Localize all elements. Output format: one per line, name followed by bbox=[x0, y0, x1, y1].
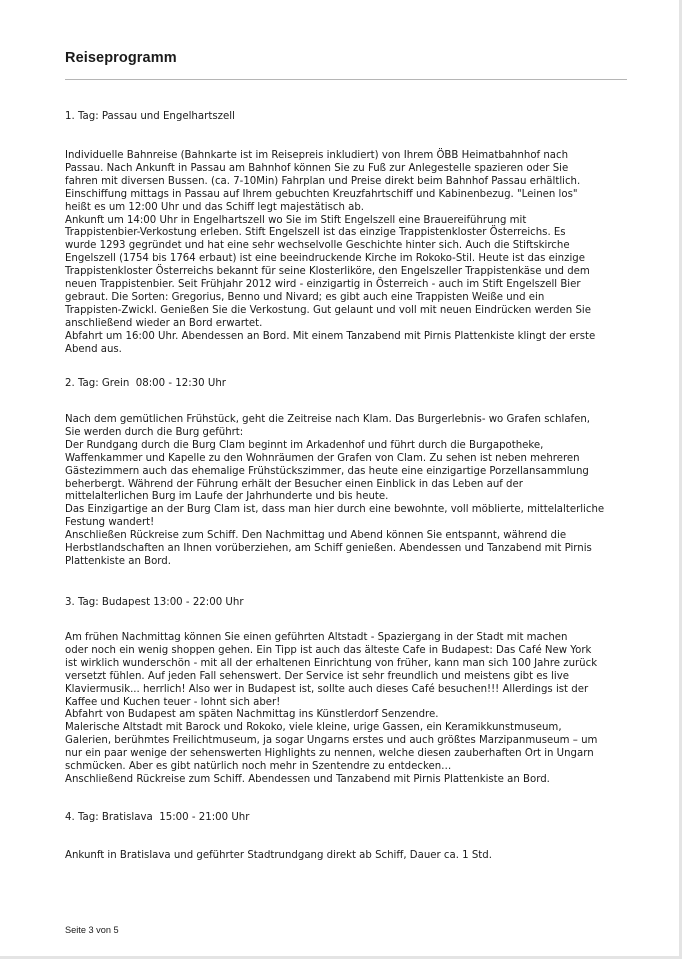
text-line: Klaviermusik... herrlich! Also wer in Budapest ist, sollte auch dieses Café besuchen!!! Allerdings ist der bbox=[65, 683, 589, 695]
text-line: gebraut. Die Sorten: Gregorius, Benno und Nivard; es gibt auch eine Trappisten Weiße und ein bbox=[65, 291, 545, 303]
text-line: Ankunft um 14:00 Uhr in Engelhartszell wo Sie im Stift Engelszell eine Brauereiführung mit bbox=[65, 214, 527, 226]
text-line: wurde 1293 gegründet und hat eine sehr wechselvolle Geschichte hinter sich. Auch die Stiftskirche bbox=[65, 240, 570, 252]
text-line: Abend aus. bbox=[65, 343, 122, 355]
text-line: Am frühen Nachmittag können Sie einen geführten Altstadt - Spaziergang in der Stadt mit machen bbox=[65, 632, 568, 643]
day-2-description bbox=[65, 414, 635, 569]
text-line: Trappistenkloster Österreichs bekannt für seine Klosterliköre, den Engelszeller Trappistenkäse und dem bbox=[65, 266, 590, 278]
text-line: Abfahrt um 16:00 Uhr. Abendessen an Bord. Mit einem Tanzabend mit Pirnis Plattenkiste klingt der erste bbox=[65, 330, 596, 342]
day-2-heading: 2. Tag: Grein 08:00 - 12:30 Uhr bbox=[65, 378, 226, 389]
text-line: Herbstlandschaften an Ihnen vorüberziehen, am Schiff genießen. Abendessen und Tanzabend mit Pirnis bbox=[65, 543, 592, 555]
day-3-heading: 3. Tag: Budapest 13:00 - 22:00 Uhr bbox=[65, 597, 244, 608]
text-line: beherbergt. Während der Führung erhält der Besucher einen Einblick in das Leben auf der bbox=[65, 478, 523, 490]
text-line: Passau. Nach Ankunft in Passau am Bahnhof können Sie zu Fuß zur Anlegestelle spazieren oder Sie bbox=[65, 162, 569, 174]
text-line: Sie werden durch die Burg geführt: bbox=[65, 426, 244, 438]
text-line: ist wirklich wunderschön - mit all der erhaltenen Einrichtung von früher, kann man sich 100 Jahre zurück bbox=[65, 657, 598, 669]
text-line: nur ein paar wenige der sehenswerten Highlights zu nennen, welche diesen zauberhaften Ort in Ungarn bbox=[65, 748, 594, 760]
text-line: Festung wandert! bbox=[65, 517, 155, 529]
text-line: anschließend wieder an Bord erwartet. bbox=[65, 317, 263, 329]
text-line: versetzt fühlen. Auf jeden Fall sehenswert. Der Service ist sehr freundlich und meistens gibt es live bbox=[65, 670, 569, 682]
text-line: Gästezimmern auch das ehemalige Frühstückszimmer, das heute eine einzigartige Porzellansammlung bbox=[65, 465, 589, 477]
day-1-heading: 1. Tag: Passau und Engelhartszell bbox=[65, 111, 235, 122]
text-line: Malerische Altstadt mit Barock und Rokoko, viele kleine, urige Gassen, ein Keramikkunstmuseum, bbox=[65, 722, 562, 734]
text-line: Ankunft in Bratislava und geführter Stadtrundgang direkt ab Schiff, Dauer ca. 1 Std. bbox=[65, 850, 492, 861]
text-line: Anschließend Rückreise zum Schiff. Abendessen und Tanzabend mit Pirnis Plattenkiste an Bord. bbox=[65, 773, 550, 785]
text-line: Anschließen Rückreise zum Schiff. Den Nachmittag und Abend können Sie entspannt, während die bbox=[65, 530, 567, 542]
text-line: Nach dem gemütlichen Frühstück, geht die Zeitreise nach Klam. Das Burgerlebnis- wo Grafen schlafen, bbox=[65, 414, 591, 425]
text-line: Trappistenbier-Verkostung erleben. Stift Engelszell ist das einzige Trappistenkloster Österreichs. Es bbox=[65, 227, 566, 239]
text-line: Plattenkiste an Bord. bbox=[65, 555, 171, 567]
text-line: Einschiffung mittags in Passau auf Ihrem gebuchten Kreuzfahrtschiff und Kabinenbezug. "Leinen los" bbox=[65, 188, 578, 200]
text-line: Abfahrt von Budapest am späten Nachmittag ins Künstlerdorf Senzendre. bbox=[65, 709, 439, 721]
text-line: neuen Trappistenbier. Seit Frühjahr 2012 wird - einzigartig in Österreich - auch im Stift Engelszell Bier bbox=[65, 279, 581, 291]
title-divider bbox=[65, 79, 627, 80]
text-line: Galerien, berühmtes Freilichtmuseum, ja sogar Ungarns erstes und auch größtes Marzipanmuseum – um bbox=[65, 735, 598, 747]
text-line: Der Rundgang durch die Burg Clam beginnt im Arkadenhof und führt durch die Burgapotheke, bbox=[65, 439, 544, 451]
day-3-description bbox=[65, 632, 635, 787]
page-number-footer: Seite 3 von 5 bbox=[65, 925, 119, 935]
text-line: heißt es um 12:00 Uhr und das Schiff legt majestätisch ab. bbox=[65, 201, 364, 213]
page-title: Reiseprogramm bbox=[65, 50, 177, 66]
text-line: Kaffee und Kuchen teuer - lohnt sich aber! bbox=[65, 696, 281, 708]
text-line: Das Einzigartige an der Burg Clam ist, dass man hier durch eine bewohnte, voll möblierte, mittelalterliche bbox=[65, 504, 605, 516]
day-1-description bbox=[65, 150, 635, 357]
text-line: fahren mit diversen Bussen. (ca. 7-10Min) Fahrplan und Preise direkt beim Bahnhof Passau erhältlich. bbox=[65, 175, 581, 187]
text-line: Individuelle Bahnreise (Bahnkarte ist im Reisepreis inkludiert) von Ihrem ÖBB Heimatbahnhof nach bbox=[65, 150, 569, 161]
text-line: schmücken. Aber es gibt natürlich noch mehr in Szentendre zu entdecken… bbox=[65, 761, 452, 773]
text-line: Engelszell (1754 bis 1764 erbaut) ist eine beeindruckende Kirche im Rokoko-Stil. Heute ist das einzige bbox=[65, 253, 585, 265]
text-line: mittelalterlichen Burg im Laufe der Jahrhunderte und bis heute. bbox=[65, 491, 389, 503]
text-line: oder noch ein wenig shoppen gehen. Ein Tipp ist auch das älteste Cafe in Budapest: Das Café New York bbox=[65, 644, 592, 656]
day-4-description bbox=[65, 850, 635, 863]
text-line: Waffenkammer und Kapelle zu den Wohnräumen der Grafen von Clam. Zu sehen ist neben mehreren bbox=[65, 452, 580, 464]
day-4-heading: 4. Tag: Bratislava 15:00 - 21:00 Uhr bbox=[65, 812, 250, 823]
text-line: Trappisten-Zwickl. Genießen Sie die Verkostung. Gut gelaunt und voll mit neuen Eindrücken werden Sie bbox=[65, 304, 591, 316]
